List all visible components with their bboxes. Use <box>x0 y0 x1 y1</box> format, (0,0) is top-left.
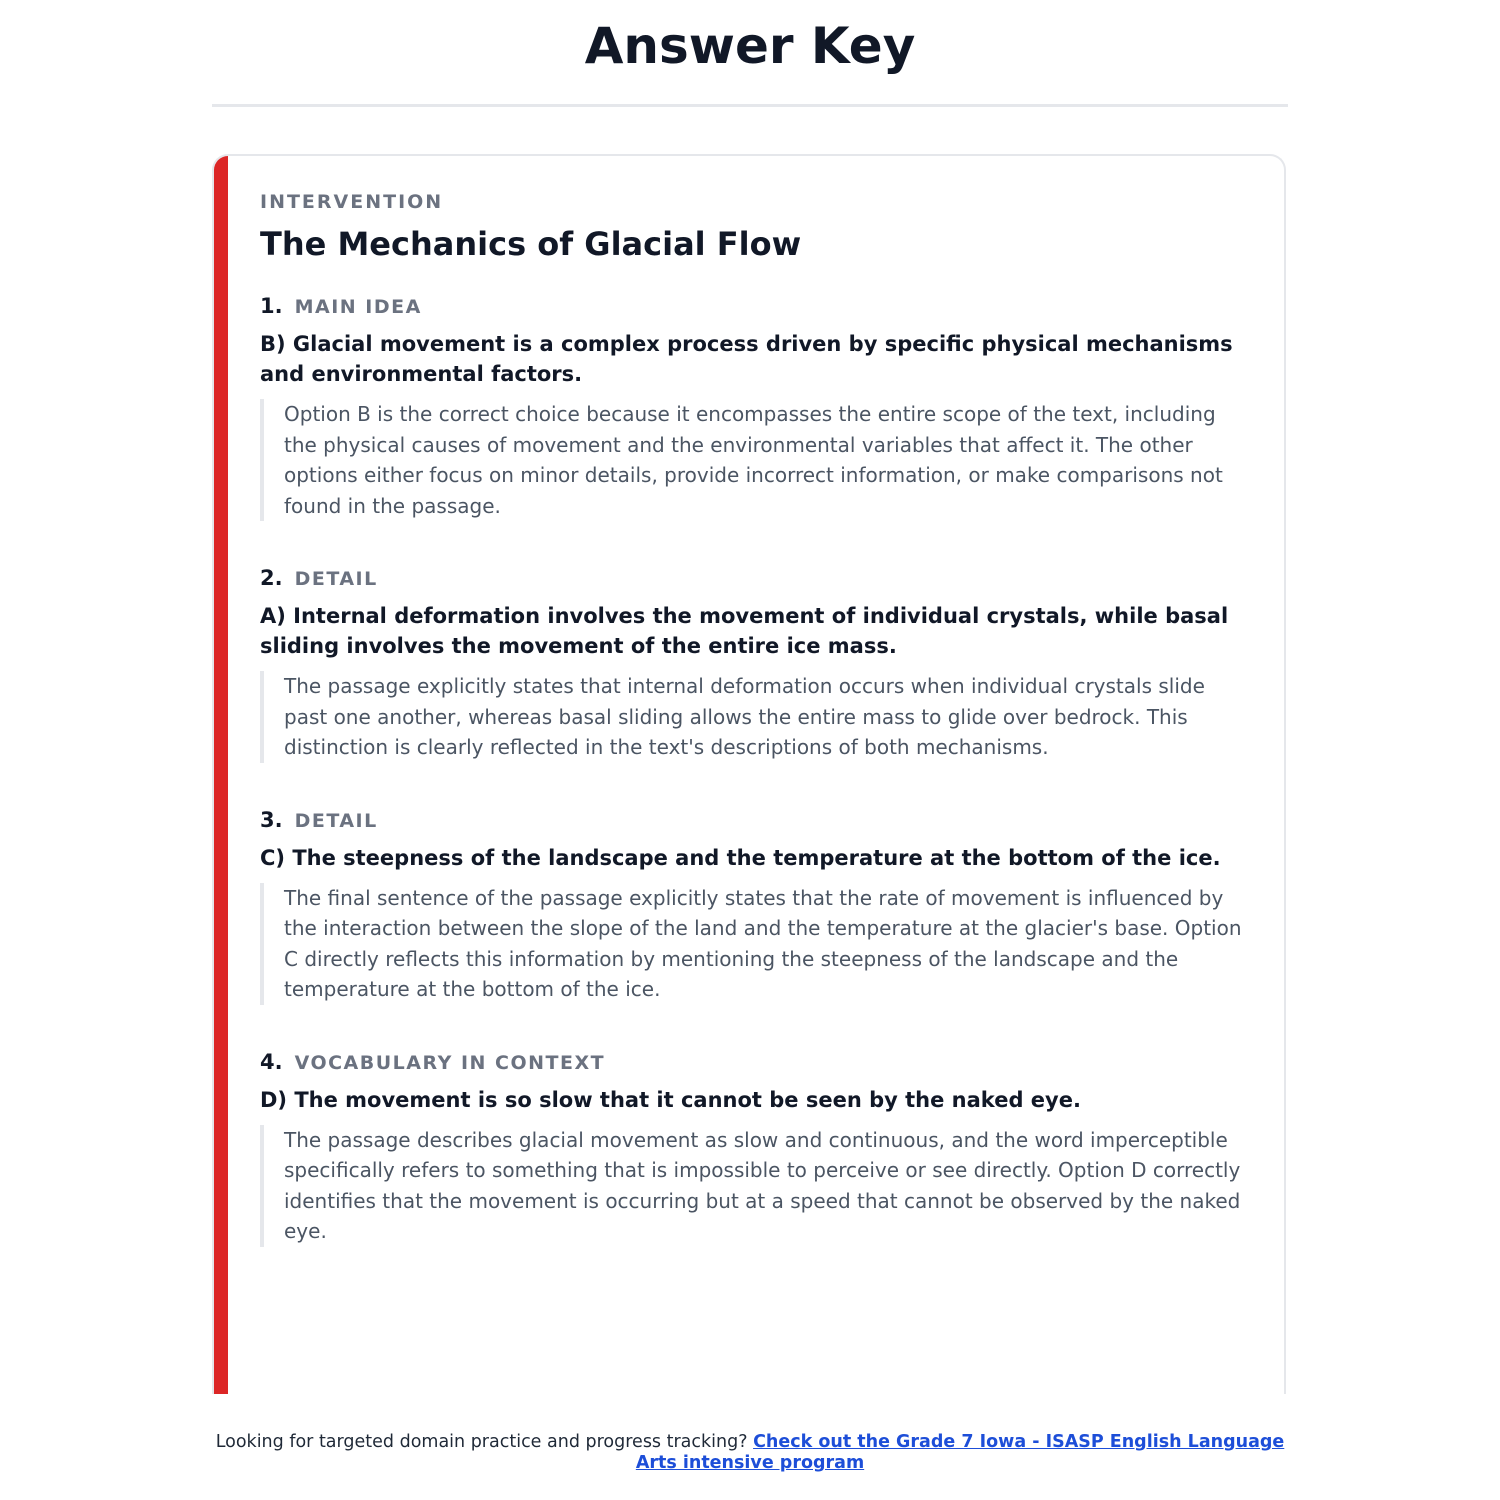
question-header <box>260 563 1250 593</box>
question-explanation: Option B is the correct choice because it encompasses the entire scope of the text, including the physical causes of movement and the environmental variables that affect it. The other options either focus on minor details, provide incorrect information, or make comparisons not found in the passage. <box>260 399 1250 521</box>
question-answer: A) Internal deformation involves the movement of individual crystals, while basal sliding involves the movement of the entire ice mass. <box>260 604 1229 658</box>
question-header <box>260 805 1250 835</box>
footer-text: Looking for targeted domain practice and progress tracking? <box>215 1432 754 1452</box>
question-header <box>260 291 1250 321</box>
question-header <box>260 1047 1250 1077</box>
card-content <box>260 156 1250 1247</box>
question-number: 4. <box>260 1049 283 1074</box>
question-number: 2. <box>260 566 283 590</box>
question-category: DETAIL <box>294 568 378 590</box>
program-link[interactable]: Check out the Grade 7 Iowa - ISASP English Language Arts intensive program <box>635 1432 1285 1473</box>
question-item <box>260 805 1250 1005</box>
card-eyebrow: INTERVENTION <box>260 191 444 213</box>
card-accent-bar <box>214 156 228 1394</box>
question-item <box>260 291 1250 521</box>
question-category: VOCABULARY IN CONTEXT <box>294 1051 606 1074</box>
question-item <box>260 1047 1250 1247</box>
footer-promo <box>212 1432 1288 1474</box>
title-divider <box>212 104 1288 107</box>
question-answer: C) The steepness of the landscape and the temperature at the bottom of the ice. <box>260 845 1221 870</box>
question-number: 3. <box>260 807 283 832</box>
page-title: Answer Key <box>584 17 916 75</box>
card-title: The Mechanics of Glacial Flow <box>260 225 802 263</box>
question-category: MAIN IDEA <box>294 296 422 318</box>
question-explanation: The passage describes glacial movement as slow and continuous, and the word imperceptible specifically refers to something that is impossible to perceive or see directly. Option D correctly identifies that the movement is occurring but at a speed that cannot be observed by the naked eye. <box>260 1125 1250 1247</box>
answer-card <box>212 154 1286 1394</box>
question-item <box>260 563 1250 763</box>
question-category: DETAIL <box>294 809 378 832</box>
question-answer: B) Glacial movement is a complex process driven by specific physical mechanisms and environmental factors. <box>260 332 1233 386</box>
question-explanation: The final sentence of the passage explicitly states that the rate of movement is influenced by the interaction between the slope of the land and the temperature at the glacier's base. Option C directly reflects this information by mentioning the steepness of the landscape and the temperature at the bottom of the ice. <box>260 883 1250 1005</box>
question-explanation: The passage explicitly states that internal deformation occurs when individual crystals slide past one another, whereas basal sliding allows the entire mass to glide over bedrock. This distinction is clearly reflected in the text's descriptions of both mechanisms. <box>260 671 1250 763</box>
question-answer: D) The movement is so slow that it cannot be seen by the naked eye. <box>260 1087 1081 1112</box>
question-number: 1. <box>260 294 283 318</box>
